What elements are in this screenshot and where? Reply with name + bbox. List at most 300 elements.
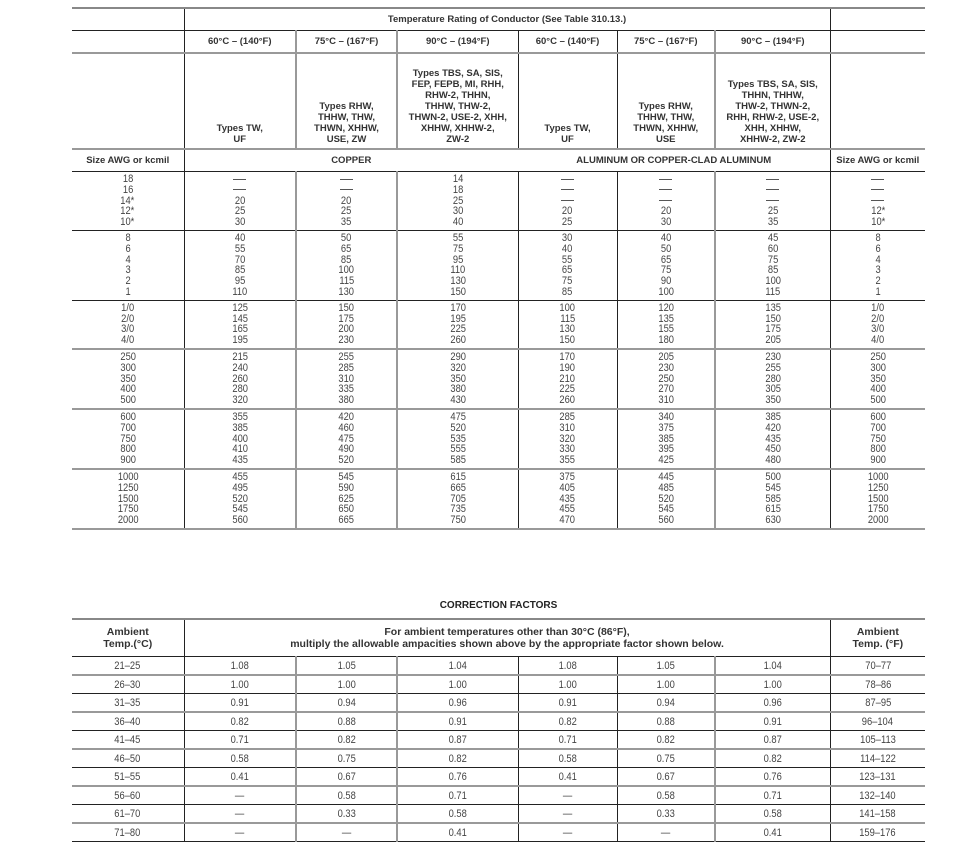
correction-factor: 0.82 xyxy=(715,749,830,768)
value: 2 xyxy=(875,275,881,288)
aluminum-60c-column-cell xyxy=(518,300,617,349)
dash-value xyxy=(185,174,296,185)
value: 165 xyxy=(231,323,248,336)
aluminum-90c-column-cell xyxy=(715,409,830,469)
value: 85 xyxy=(767,264,778,277)
value: 14 xyxy=(452,173,463,185)
value: 12* xyxy=(120,205,135,218)
value: 150 xyxy=(449,285,466,298)
size-right-column-cell xyxy=(830,172,925,231)
value: 2/0 xyxy=(121,312,135,325)
size-right-column-cell xyxy=(830,300,925,349)
copper-60c-column-cell xyxy=(184,469,296,529)
copper-90c-column-cell xyxy=(397,300,518,349)
value: 4 xyxy=(875,253,881,266)
value: 520 xyxy=(231,492,248,505)
correction-factor: 0.41 xyxy=(397,823,518,842)
size-column-cell xyxy=(72,349,184,409)
aluminum-60c-column-cell xyxy=(518,409,617,469)
value: 1250 xyxy=(117,481,139,494)
correction-factor: 0.41 xyxy=(184,768,296,787)
ambient-fahrenheit: 159–176 xyxy=(830,823,925,842)
ambient-fahrenheit: 123–131 xyxy=(830,768,925,787)
value: 40 xyxy=(660,231,671,244)
correction-factor: 1.04 xyxy=(397,657,518,676)
value: 18 xyxy=(452,183,463,196)
correction-factor: — xyxy=(184,786,296,805)
value: 115 xyxy=(339,275,354,288)
correction-factor: — xyxy=(296,823,397,842)
value: 100 xyxy=(764,275,781,288)
value: 100 xyxy=(338,264,355,277)
value: 225 xyxy=(559,383,576,396)
value: 30 xyxy=(452,205,463,218)
value: 45 xyxy=(767,231,778,244)
value: 40 xyxy=(452,216,463,229)
dash-icon xyxy=(233,179,246,180)
copper-90c-column-cell xyxy=(397,349,518,409)
dash-icon xyxy=(766,179,779,180)
value: 25 xyxy=(234,205,245,218)
value: 385 xyxy=(657,432,674,445)
value: 150 xyxy=(559,334,576,347)
correction-factor: 1.00 xyxy=(184,675,296,694)
value: 320 xyxy=(449,361,466,374)
aluminum-90c-column-cell xyxy=(715,300,830,349)
value: 20 xyxy=(660,205,671,218)
value: 16 xyxy=(122,183,133,196)
value: 520 xyxy=(449,421,466,434)
value: 545 xyxy=(764,481,781,494)
value: 12* xyxy=(870,205,885,218)
correction-factor: 0.82 xyxy=(296,731,397,750)
correction-row xyxy=(72,657,925,676)
aluminum-90c-column-cell xyxy=(715,230,830,300)
value: 270 xyxy=(657,383,674,396)
aluminum-75c-column-cell xyxy=(617,300,715,349)
value: 65 xyxy=(660,253,671,266)
value: 250 xyxy=(119,350,136,363)
value: 385 xyxy=(231,421,248,434)
value: 430 xyxy=(449,394,466,407)
aluminum-75c-column-cell xyxy=(617,469,715,529)
value: 130 xyxy=(449,275,466,288)
value: 800 xyxy=(869,443,886,456)
value: 285 xyxy=(338,361,355,374)
copper-60c-column-cell xyxy=(184,409,296,469)
value: 40 xyxy=(562,242,573,255)
size-column-cell xyxy=(72,409,184,469)
correction-factor: 1.00 xyxy=(617,675,715,694)
value: 110 xyxy=(450,264,466,277)
value: 460 xyxy=(338,421,355,434)
correction-factor: — xyxy=(617,823,715,842)
value: 4 xyxy=(125,253,131,266)
value: 475 xyxy=(338,432,355,445)
value: 1 xyxy=(125,285,131,298)
value: 130 xyxy=(338,285,355,298)
correction-factor: 0.82 xyxy=(184,712,296,731)
value: 145 xyxy=(231,312,248,325)
ambient-celsius: 61–70 xyxy=(72,805,184,824)
correction-factor: 1.08 xyxy=(184,657,296,676)
size-group xyxy=(72,469,925,529)
ambient-fahrenheit: 70–77 xyxy=(830,657,925,676)
value: 4/0 xyxy=(871,334,885,347)
value: 665 xyxy=(449,481,466,494)
size-right-column-cell xyxy=(830,409,925,469)
dash-icon xyxy=(561,189,574,190)
value: 2/0 xyxy=(871,312,885,325)
value: 395 xyxy=(657,443,674,456)
correction-factor: 0.87 xyxy=(397,731,518,750)
value: 375 xyxy=(559,470,576,483)
value: 6 xyxy=(875,242,881,255)
size-column-cell xyxy=(72,300,184,349)
ambient-celsius: 41–45 xyxy=(72,731,184,750)
value: 260 xyxy=(231,372,248,385)
value: 420 xyxy=(764,421,781,434)
conductor-types-header: Types TW, UF xyxy=(518,53,617,149)
value: 305 xyxy=(764,383,781,396)
value: 95 xyxy=(452,253,463,266)
value: 400 xyxy=(119,383,136,396)
value: 230 xyxy=(764,350,781,363)
value: 520 xyxy=(657,492,674,505)
value: 285 xyxy=(559,410,576,423)
conductor-types-header: Types TBS, SA, SIS, FEP, FEPB, MI, RHH, RHW-2, THHN, THHW, THW-2, THWN-2, USE-2, XHH, XHHW, XHHW-2, ZW-2 xyxy=(397,53,518,149)
value: 25 xyxy=(341,205,352,218)
value: 25 xyxy=(452,194,463,207)
correction-factor: 0.75 xyxy=(617,749,715,768)
value: 405 xyxy=(559,481,576,494)
ambient-fahrenheit: 132–140 xyxy=(830,786,925,805)
correction-factor: 0.41 xyxy=(518,768,617,787)
value: 500 xyxy=(764,470,781,483)
correction-factor: 0.75 xyxy=(296,749,397,768)
copper-75c-column-cell xyxy=(296,300,397,349)
aluminum-60c-column-cell xyxy=(518,469,617,529)
value: 65 xyxy=(562,264,573,277)
size-column-cell xyxy=(72,172,184,231)
value: 230 xyxy=(338,334,355,347)
value: 535 xyxy=(449,432,466,445)
value: 455 xyxy=(559,503,576,516)
conductor-types-header: Types RHW, THHW, THW, THWN, XHHW, USE, ZW xyxy=(296,53,397,149)
correction-factor: 0.94 xyxy=(296,694,397,713)
dash-value xyxy=(716,185,830,196)
value: 320 xyxy=(559,432,576,445)
correction-row xyxy=(72,694,925,713)
value: 350 xyxy=(449,372,466,385)
dash-icon xyxy=(871,179,884,180)
correction-factor: 0.71 xyxy=(184,731,296,750)
aluminum-90c-column-cell xyxy=(715,469,830,529)
value: 310 xyxy=(338,372,355,385)
value: 410 xyxy=(231,443,248,456)
value: 495 xyxy=(231,481,248,494)
value: 60 xyxy=(767,242,778,255)
correction-factor: 1.00 xyxy=(296,675,397,694)
value: 590 xyxy=(338,481,355,494)
value: 195 xyxy=(449,312,466,325)
temperature-header: 90°C – (194°F) xyxy=(397,31,518,54)
dash-value xyxy=(519,185,617,196)
correction-row xyxy=(72,712,925,731)
aluminum-90c-column-cell xyxy=(715,349,830,409)
dash-icon xyxy=(561,200,574,201)
correction-factor: 0.94 xyxy=(617,694,715,713)
value: 190 xyxy=(559,361,576,374)
dash-value xyxy=(831,174,926,185)
dash-value xyxy=(831,185,926,196)
correction-factor: 1.05 xyxy=(617,657,715,676)
value: 900 xyxy=(869,454,886,467)
value: 1750 xyxy=(117,503,139,516)
temperature-header: 75°C – (167°F) xyxy=(617,31,715,54)
ambient-celsius: 21–25 xyxy=(72,657,184,676)
ambient-fahrenheit: 87–95 xyxy=(830,694,925,713)
value: 1 xyxy=(875,285,881,298)
value: 205 xyxy=(764,334,781,347)
value: 335 xyxy=(338,383,355,396)
ambient-fahrenheit: 141–158 xyxy=(830,805,925,824)
value: 50 xyxy=(660,242,671,255)
correction-instructions: For ambient temperatures other than 30°C (86°F), multiply the allowable ampacities shown above by the appropriate factor shown below. xyxy=(184,619,830,657)
size-group xyxy=(72,230,925,300)
correction-factor: 0.96 xyxy=(397,694,518,713)
value: 560 xyxy=(657,514,674,527)
correction-factor: 0.91 xyxy=(518,694,617,713)
value: 555 xyxy=(449,443,466,456)
correction-factor: 0.82 xyxy=(617,731,715,750)
copper-75c-column-cell xyxy=(296,349,397,409)
value: 475 xyxy=(449,410,466,423)
value: 55 xyxy=(234,242,245,255)
value: 205 xyxy=(657,350,674,363)
value: 195 xyxy=(231,334,248,347)
value: 400 xyxy=(231,432,248,445)
value: 665 xyxy=(338,514,355,527)
copper-75c-column-cell xyxy=(296,230,397,300)
dash-icon xyxy=(340,179,353,180)
value: 35 xyxy=(341,216,352,229)
value: 230 xyxy=(657,361,674,374)
value: 3/0 xyxy=(121,323,135,336)
ambient-fahrenheit: 105–113 xyxy=(830,731,925,750)
size-column-cell xyxy=(72,469,184,529)
value: 130 xyxy=(559,323,576,336)
temperature-header: 90°C – (194°F) xyxy=(715,31,830,54)
correction-factor: — xyxy=(518,786,617,805)
value: 750 xyxy=(449,514,466,527)
correction-factor: 1.08 xyxy=(518,657,617,676)
temperature-rating-title: Temperature Rating of Conductor (See Table 310.13.) xyxy=(184,8,830,31)
value: 705 xyxy=(449,492,466,505)
correction-factor: 0.91 xyxy=(184,694,296,713)
dash-icon xyxy=(659,179,672,180)
copper-75c-column-cell xyxy=(296,172,397,231)
correction-factor: 0.58 xyxy=(617,786,715,805)
correction-factor: 0.33 xyxy=(296,805,397,824)
value: 180 xyxy=(657,334,674,347)
aluminum-90c-column-cell xyxy=(715,172,830,231)
copper-60c-column-cell xyxy=(184,172,296,231)
value: 500 xyxy=(869,394,886,407)
copper-90c-column-cell xyxy=(397,230,518,300)
value: 100 xyxy=(657,285,674,298)
value: 900 xyxy=(119,454,136,467)
dash-icon xyxy=(871,189,884,190)
value: 20 xyxy=(234,194,245,207)
correction-factor: 0.41 xyxy=(715,823,830,842)
correction-row xyxy=(72,749,925,768)
value: 250 xyxy=(657,372,674,385)
value: 125 xyxy=(231,301,248,314)
correction-factor: — xyxy=(184,805,296,824)
ambient-fahrenheit: 78–86 xyxy=(830,675,925,694)
dash-icon xyxy=(659,189,672,190)
correction-factors-title: CORRECTION FACTORS xyxy=(439,600,558,611)
dash-icon xyxy=(766,200,779,201)
value: 400 xyxy=(869,383,886,396)
temperature-header: 60°C – (140°F) xyxy=(518,31,617,54)
correction-factor: 0.82 xyxy=(518,712,617,731)
dash-value xyxy=(519,174,617,185)
ambient-celsius: 71–80 xyxy=(72,823,184,842)
value: 3/0 xyxy=(871,323,885,336)
value: 420 xyxy=(338,410,355,423)
aluminum-label: ALUMINUM OR COPPER-CLAD ALUMINUM xyxy=(518,149,830,172)
aluminum-75c-column-cell xyxy=(617,230,715,300)
correction-factor: 0.87 xyxy=(715,731,830,750)
value: 14* xyxy=(120,194,135,207)
value: 260 xyxy=(559,394,576,407)
conductor-types-header: Types TBS, SA, SIS, THHN, THHW, THW-2, THWN-2, RHH, RHW-2, USE-2, XHH, XHHW, XHHW-2, ZW-2 xyxy=(715,53,830,149)
aluminum-75c-column-cell xyxy=(617,349,715,409)
value: 65 xyxy=(341,242,352,255)
value: 585 xyxy=(764,492,781,505)
value: 340 xyxy=(657,410,674,423)
ambient-fahrenheit: 114–122 xyxy=(830,749,925,768)
size-label-left: Size AWG or kcmil xyxy=(72,149,184,172)
value: 280 xyxy=(231,383,248,396)
value: 545 xyxy=(231,503,248,516)
correction-row xyxy=(72,805,925,824)
size-column-cell xyxy=(72,230,184,300)
value: 20 xyxy=(562,205,573,218)
value: 1000 xyxy=(867,470,889,483)
value: 350 xyxy=(869,372,886,385)
copper-75c-column-cell xyxy=(296,469,397,529)
value: 1000 xyxy=(117,470,139,483)
value: 135 xyxy=(764,301,781,314)
ambient-fahrenheit-header: Ambient Temp. (°F) xyxy=(830,619,925,657)
value: 355 xyxy=(559,454,576,467)
value: 380 xyxy=(338,394,355,407)
value: 470 xyxy=(559,514,576,527)
value: 600 xyxy=(119,410,136,423)
value: 750 xyxy=(119,432,136,445)
ambient-celsius-header: Ambient Temp.(°C) xyxy=(72,619,184,657)
value: 200 xyxy=(338,323,355,336)
size-group xyxy=(72,349,925,409)
correction-factor: — xyxy=(518,823,617,842)
value: 55 xyxy=(452,231,463,244)
copper-label: COPPER xyxy=(184,149,518,172)
correction-factor: 1.00 xyxy=(518,675,617,694)
value: 70 xyxy=(234,253,245,266)
ambient-celsius: 26–30 xyxy=(72,675,184,694)
copper-90c-column-cell xyxy=(397,469,518,529)
copper-60c-column-cell xyxy=(184,349,296,409)
value: 25 xyxy=(562,216,573,229)
dash-value xyxy=(716,174,830,185)
correction-factor: 0.58 xyxy=(184,749,296,768)
ambient-celsius: 36–40 xyxy=(72,712,184,731)
value: 170 xyxy=(449,301,466,314)
correction-factor: 1.04 xyxy=(715,657,830,676)
correction-factor: 0.88 xyxy=(296,712,397,731)
dash-icon xyxy=(233,189,246,190)
value: 545 xyxy=(657,503,674,516)
correction-factor: 0.58 xyxy=(397,805,518,824)
value: 435 xyxy=(231,454,248,467)
value: 10* xyxy=(120,216,135,229)
size-right-column-cell xyxy=(830,469,925,529)
value: 210 xyxy=(559,372,576,385)
value: 280 xyxy=(764,372,781,385)
correction-factor: 0.76 xyxy=(397,768,518,787)
copper-60c-column-cell xyxy=(184,300,296,349)
value: 435 xyxy=(764,432,781,445)
value: 18 xyxy=(122,173,133,185)
value: 120 xyxy=(657,301,674,314)
aluminum-60c-column-cell xyxy=(518,230,617,300)
value: 1500 xyxy=(117,492,139,505)
value: 1/0 xyxy=(121,301,135,314)
value: 215 xyxy=(231,350,248,363)
dash-icon xyxy=(340,189,353,190)
value: 85 xyxy=(562,285,573,298)
value: 175 xyxy=(764,323,781,336)
dash-icon xyxy=(766,189,779,190)
ambient-fahrenheit: 96–104 xyxy=(830,712,925,731)
value: 2000 xyxy=(867,514,889,527)
value: 310 xyxy=(559,421,576,434)
value: 490 xyxy=(338,443,355,456)
correction-factor: 1.05 xyxy=(296,657,397,676)
temperature-header: 75°C – (167°F) xyxy=(296,31,397,54)
size-right-column-cell xyxy=(830,349,925,409)
copper-75c-column-cell xyxy=(296,409,397,469)
size-label-right: Size AWG or kcmil xyxy=(830,149,925,172)
value: 6 xyxy=(125,242,131,255)
value: 290 xyxy=(449,350,466,363)
value: 485 xyxy=(657,481,674,494)
value: 310 xyxy=(657,394,674,407)
value: 40 xyxy=(234,231,245,244)
conductor-types-header: Types RHW, THHW, THW, THWN, XHHW, USE xyxy=(617,53,715,149)
dash-value xyxy=(618,174,715,185)
ambient-celsius: 51–55 xyxy=(72,768,184,787)
correction-factor: 0.96 xyxy=(715,694,830,713)
correction-row xyxy=(72,675,925,694)
value: 30 xyxy=(234,216,245,229)
value: 520 xyxy=(338,454,355,467)
correction-factor: 0.58 xyxy=(715,805,830,824)
value: 425 xyxy=(657,454,674,467)
